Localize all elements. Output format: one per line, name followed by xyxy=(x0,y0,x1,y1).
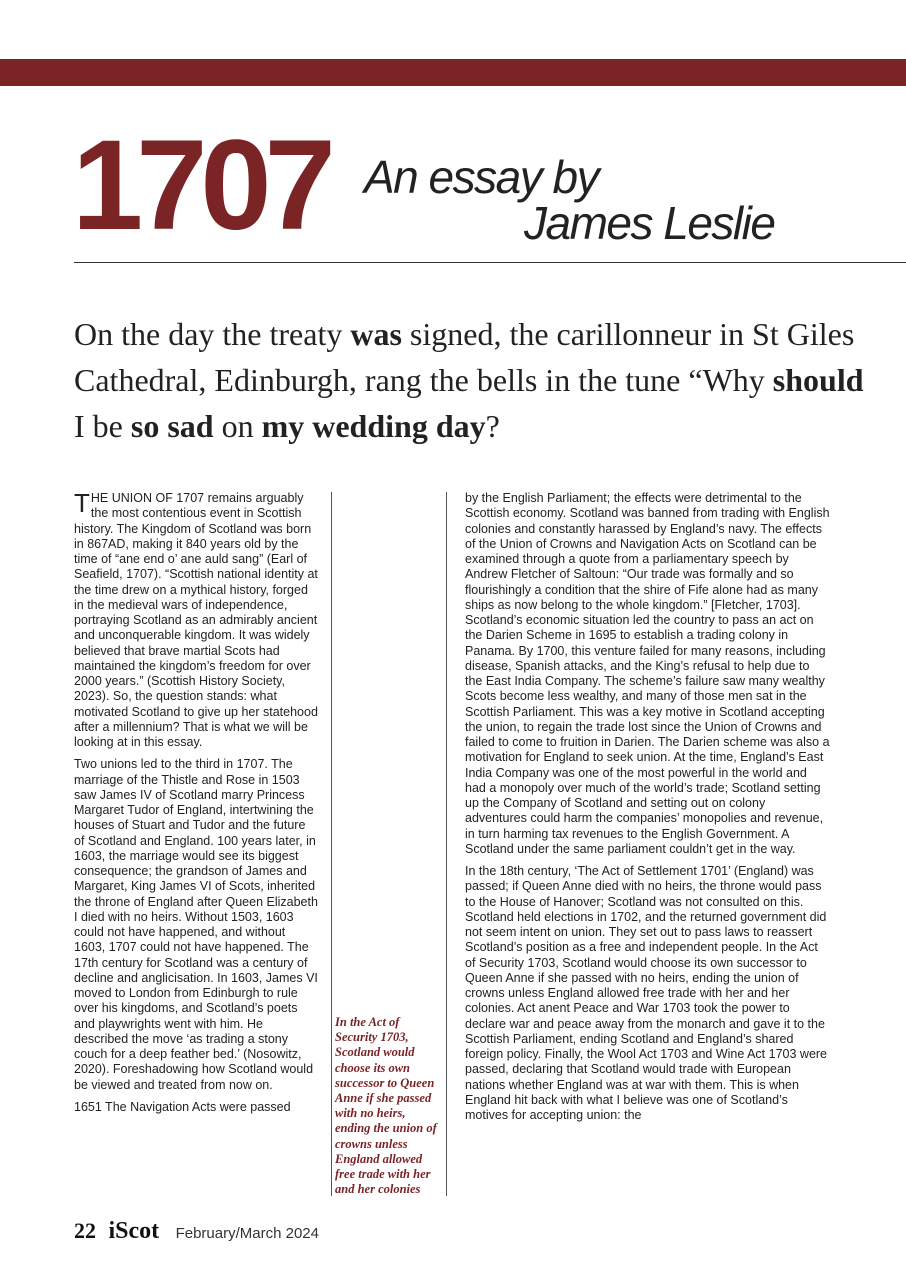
page-number: 22 xyxy=(74,1218,96,1243)
header-divider xyxy=(74,262,906,263)
pull-quote: In the Act of Security 1703, Scotland would choose its own successor to Queen Anne if she passed with no heirs, ending the union of crowns unless England allowed free trade with her and her colonies xyxy=(335,1015,437,1197)
column2-paragraph-2: In the 18th century, ‘The Act of Settlement 1701’ (England) was passed; if Queen Anne died with no heirs, the throne would pass to the House of Hanover; Scotland was not consulted on this. Scotland held elections in 1702, and the returned government did not seem intent on union. They set out to pass laws to reassert Scotland’s position as a free and independent people. In the Act of Security 1703, Scotland would choose its own successor to Queen Anne if she passed with no heirs, ending the union of crowns unless England allowed free trade with her and her colonies. Act anent Peace and War 1703 took the power to declare war and peace away from the monarch and gave it to the Scottish Parliament, ending Scotland and England’s shared foreign policy. Finally, the Wool Act 1703 and Wine Act 1703 were passed, declaring that Scotland would trade with European nations whether England was at war with them. This is when England hit back with what I believe was one of Scotland’s motives for accepting union: the xyxy=(465,864,828,1122)
column-divider-right xyxy=(446,492,447,1196)
article-column-1 xyxy=(74,488,318,1122)
column1-paragraph-1: THE UNION OF 1707 remains arguably the most contentious event in Scottish history. The Kingdom of Scotland was born in 867AD, making it 840 years old by the time of “ane end o’ ane auld sang” (Earl of Seafield, 1707). “Scottish national identity at the time drew on a mythical history, forged in the medieval wars of independence, portraying Scotland as an admirably ancient and unconquerable kingdom. It was widely believed that brave martial Scots had maintained the kingdom’s freedom for over 2000 years.” (Scottish History Society, 2023). So, the question stands: what motivated Scotland to give up her statehood after a millennium? That is what we will be looking at in this essay. xyxy=(74,488,318,749)
subtitle-line-1: An essay by xyxy=(364,151,599,203)
magazine-logo: iScot xyxy=(108,1218,160,1244)
issue-date: February/March 2024 xyxy=(175,1225,319,1242)
column1-paragraph-3: 1651 The Navigation Acts were passed xyxy=(74,1099,291,1114)
subtitle-author: James Leslie xyxy=(524,197,775,249)
headline-year: 1707 xyxy=(72,114,329,257)
lead-paragraph: On the day the treaty was signed, the carillonneur in St Giles Cathedral, Edinburgh, rang the bells in the tune “Why should I be so sad on my wedding day? xyxy=(74,316,864,444)
page-footer xyxy=(74,1218,319,1248)
drop-cap: T xyxy=(74,488,90,518)
column2-paragraph-1: by the English Parliament; the effects were detrimental to the Scottish economy. Scotland was banned from trading with English colonies and constantly harassed by England’s navy. The effects of the Union of Crowns and Navigation Acts on Scotland can be examined through a quote from a parliamentary speech by Andrew Fletcher of Saltoun: “Our trade was formally and so flourishingly a condition that the shire of Fife alone had as many ships as now belong to the whole kingdom.” [Fletcher, 1703]. Scotland’s economic situation led the country to pass an act on the Darien Scheme in 1695 to establish a trading colony in Panama. By 1700, this venture failed for many reasons, including disease, Spanish attacks, and the King’s refusal to help due to the East India Company. The scheme’s failure saw many wealthy Scots become less wealthy, and many of those men sat in the Scottish Parliament. This was a key motive in Scotland accepting the union, to regain the trade lost since the Union of Crowns and failed to come to fruition in Darien. The Darien scheme was also a motivation for England to seek union. At the time, England’s East India Company was one of the most powerful in the world and had a monopoly over much of the world’s trade; Scotland setting up the Company of Scotland and setting out on colony adventures could harm the companies’ monopolies and revenue, in turn harming tax revenues to the English Government. A Scotland under the same parliament couldn’t get in the way. xyxy=(465,491,830,856)
article-column-2 xyxy=(465,491,830,1130)
top-banner-bar xyxy=(0,59,906,86)
column-divider-left xyxy=(331,492,332,1196)
column1-paragraph-2: Two unions led to the third in 1707. The marriage of the Thistle and Rose in 1503 saw James IV of Scotland marry Princess Margaret Tudor of England, intertwining the houses of Stuart and Tudor and the future of Scotland and England. 100 years later, in 1603, the marriage would see its biggest consequence; the grandson of James and Margaret, King James VI of Scots, inherited the throne of England after Queen Elizabeth I died with no heirs. Without 1503, 1603 could not have happened, and without 1603, 1707 could not have happened. The 17th century for Scotland was a century of decline and anglicisation. In 1603, James VI moved to London from Edinburgh to rule over his kingdoms, and Scotland’s poets and playwrights went with him. He described the move ‘as trading a stony couch for a deep feather bed.’ (Nosowitz, 2020). Foreshadowing how Scotland would be viewed and treated from now on. xyxy=(74,757,318,1092)
